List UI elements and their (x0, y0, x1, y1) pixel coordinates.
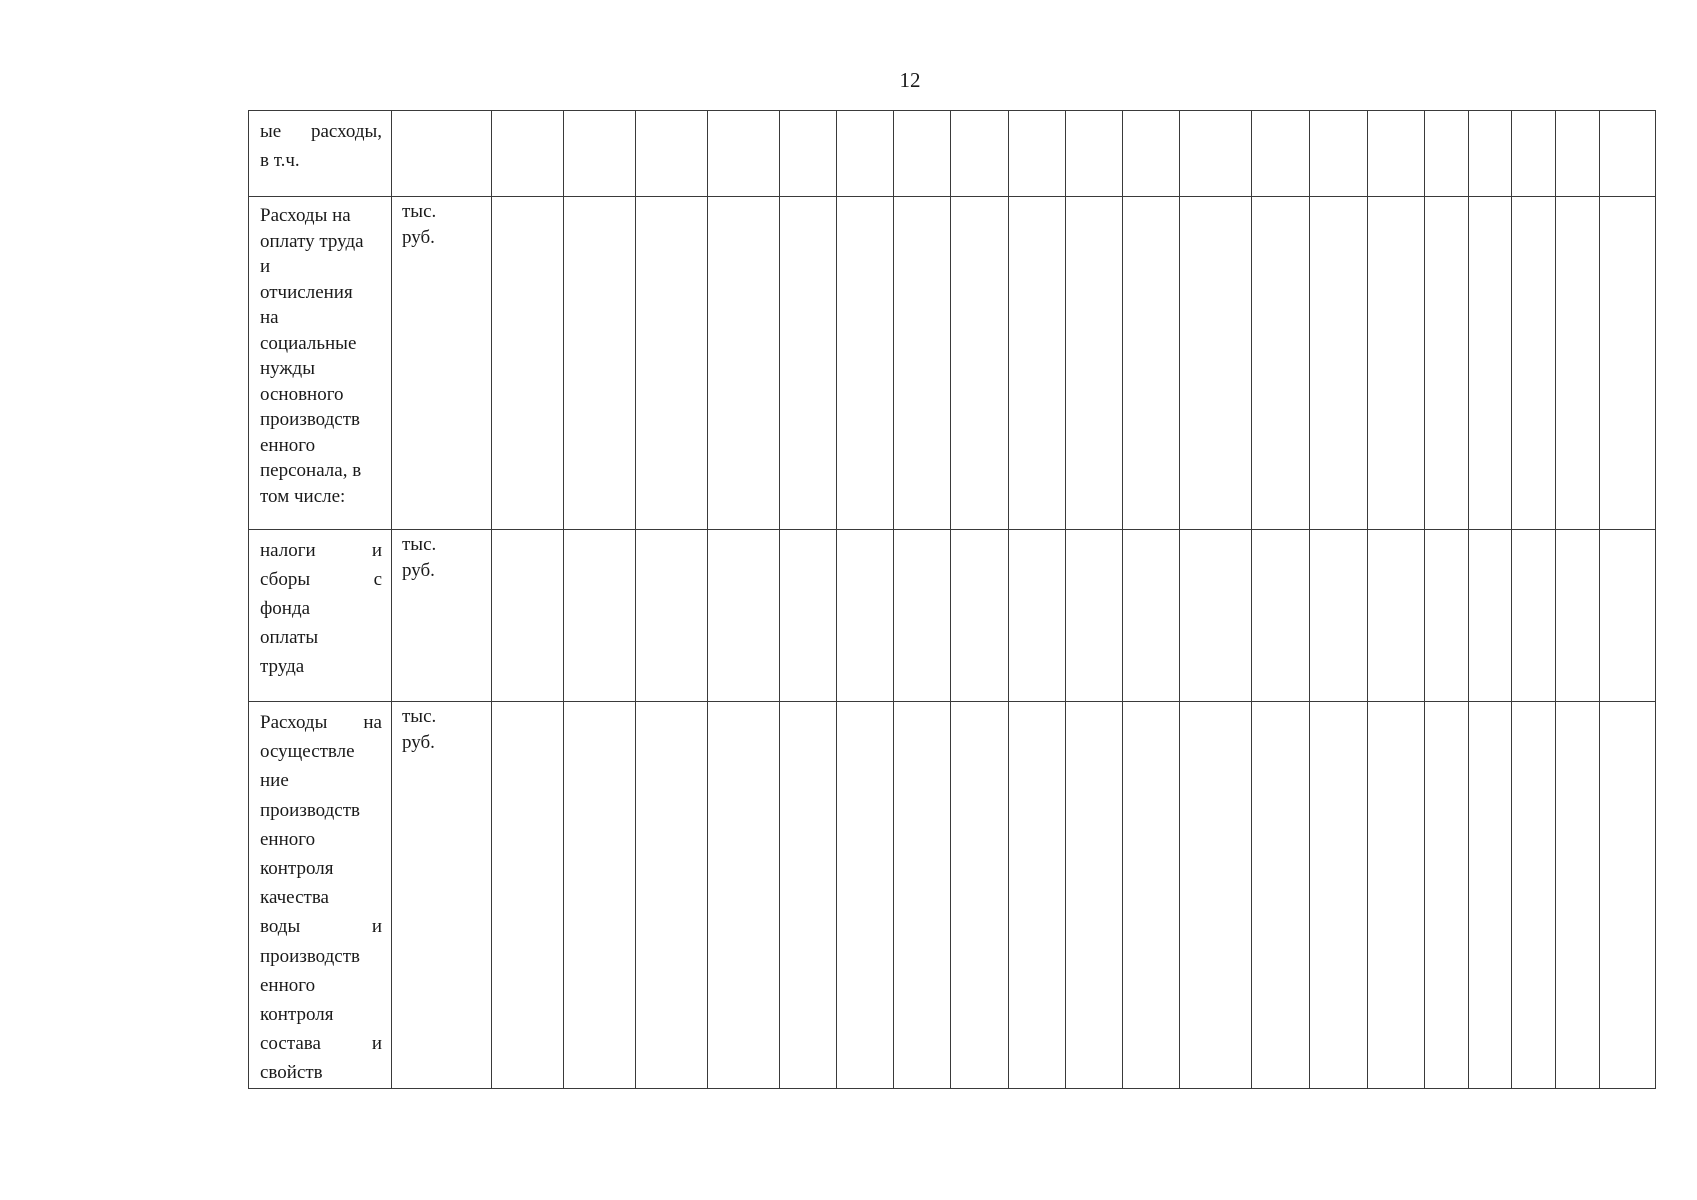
row-name-cell (249, 530, 392, 702)
empty-cell (564, 197, 636, 530)
row-name-line: оплату труда (260, 230, 364, 252)
row-name-line: енного (260, 974, 316, 996)
row-name-line: оплаты (260, 627, 319, 648)
empty-cell (1310, 111, 1368, 197)
empty-cell (780, 197, 837, 530)
row-name-line: нужды (260, 358, 315, 379)
table-row (249, 197, 1656, 530)
line-tail: и (371, 1033, 382, 1055)
empty-cell (636, 530, 708, 702)
row-name-line: свойств (260, 1062, 323, 1084)
row-name-line: отчисления (260, 281, 353, 303)
empty-cell (951, 197, 1009, 530)
empty-cell (1123, 702, 1180, 1089)
line-head: Расходы (260, 712, 328, 733)
empty-cell (1252, 530, 1310, 702)
unit-line: руб. (402, 559, 435, 581)
empty-cell (564, 702, 636, 1089)
row-name-line: контроля (260, 858, 334, 880)
empty-cell (837, 702, 894, 1089)
empty-cell (708, 111, 780, 197)
line-tail: и (371, 540, 382, 561)
row-name-line: социальные (260, 332, 357, 354)
empty-cell (1123, 111, 1180, 197)
row-name-line: качества (260, 887, 329, 909)
empty-cell (1310, 530, 1368, 702)
empty-cell (780, 530, 837, 702)
empty-cell (1556, 197, 1600, 530)
line-head: воды (260, 916, 301, 938)
empty-cell (1368, 197, 1425, 530)
row-unit-cell (392, 530, 492, 702)
empty-cell (708, 702, 780, 1089)
row-name-line: производств (260, 945, 361, 967)
empty-cell (1180, 530, 1252, 702)
row-name-cell (249, 197, 392, 530)
row-name-line: на (260, 307, 279, 328)
line-tail: и (371, 916, 382, 938)
empty-cell (1180, 702, 1252, 1089)
empty-cell (492, 197, 564, 530)
empty-cell (1252, 702, 1310, 1089)
empty-cell (1009, 702, 1066, 1089)
empty-cell (1310, 702, 1368, 1089)
empty-cell (1252, 197, 1310, 530)
empty-cell (1469, 702, 1512, 1089)
empty-cell (1469, 197, 1512, 530)
row-name-line: енного (260, 434, 316, 456)
table-row (249, 530, 1656, 702)
empty-cell (1556, 530, 1600, 702)
unit-line: руб. (402, 731, 435, 753)
empty-cell (837, 197, 894, 530)
empty-cell (1512, 111, 1556, 197)
table-row (249, 111, 1656, 197)
row-name-line: в т.ч. (260, 150, 300, 171)
row-name-line: осуществле (260, 741, 355, 763)
unit-line: тыс. (402, 201, 437, 222)
empty-cell (1009, 111, 1066, 197)
empty-cell (1180, 197, 1252, 530)
empty-cell (1600, 111, 1656, 197)
row-name-line: том числе: (260, 485, 346, 507)
empty-cell (636, 702, 708, 1089)
row-name-line (260, 536, 382, 565)
empty-cell (1009, 197, 1066, 530)
row-name-line: ние (260, 770, 289, 792)
empty-cell (1066, 702, 1123, 1089)
row-name-line (260, 1029, 382, 1058)
empty-cell (837, 111, 894, 197)
empty-cell (708, 530, 780, 702)
line-head: сборы (260, 569, 311, 590)
line-tail: на (363, 712, 382, 733)
empty-cell (492, 702, 564, 1089)
page-number: 12 (899, 68, 921, 92)
row-unit-cell (392, 197, 492, 530)
table-row (249, 702, 1656, 1089)
empty-cell (564, 530, 636, 702)
row-name-line: Расходы на (260, 205, 351, 226)
empty-cell (951, 702, 1009, 1089)
empty-cell (1556, 111, 1600, 197)
empty-cell (1123, 530, 1180, 702)
empty-cell (951, 530, 1009, 702)
empty-cell (1252, 111, 1310, 197)
empty-cell (1600, 530, 1656, 702)
row-name-line: основного (260, 383, 344, 405)
empty-cell (894, 197, 951, 530)
empty-cell (1512, 702, 1556, 1089)
row-unit-cell (392, 111, 492, 197)
row-name-line (260, 708, 382, 737)
empty-cell (1310, 197, 1368, 530)
empty-cell (1512, 530, 1556, 702)
row-name-line: фонда (260, 598, 311, 619)
empty-cell (492, 530, 564, 702)
empty-cell (1123, 197, 1180, 530)
empty-cell (1469, 530, 1512, 702)
empty-cell (1066, 530, 1123, 702)
empty-cell (1600, 702, 1656, 1089)
empty-cell (1066, 197, 1123, 530)
row-name-line: производств (260, 409, 361, 430)
row-name-line: производств (260, 799, 361, 821)
row-name-line: енного (260, 828, 316, 850)
line-head: ые (260, 121, 282, 142)
row-name-cell (249, 702, 392, 1089)
empty-cell (1368, 530, 1425, 702)
row-unit-cell (392, 702, 492, 1089)
unit-line: тыс. (402, 706, 437, 727)
empty-cell (894, 702, 951, 1089)
row-name-line (260, 565, 382, 594)
empty-cell (1368, 702, 1425, 1089)
empty-cell (1469, 111, 1512, 197)
empty-cell (1556, 702, 1600, 1089)
unit-line: тыс. (402, 534, 437, 555)
empty-cell (1425, 197, 1469, 530)
empty-cell (636, 197, 708, 530)
empty-cell (708, 197, 780, 530)
empty-cell (492, 111, 564, 197)
row-name-line: и (260, 256, 271, 277)
empty-cell (564, 111, 636, 197)
empty-cell (1425, 530, 1469, 702)
line-head: налоги (260, 540, 316, 561)
empty-cell (1425, 702, 1469, 1089)
empty-cell (894, 111, 951, 197)
empty-cell (894, 530, 951, 702)
row-name-line (260, 912, 382, 941)
empty-cell (780, 702, 837, 1089)
empty-cell (636, 111, 708, 197)
empty-cell (1066, 111, 1123, 197)
unit-line: руб. (402, 226, 435, 248)
row-name-line (260, 117, 382, 146)
empty-cell (1512, 197, 1556, 530)
empty-cell (1600, 197, 1656, 530)
row-name-line: персонала, в (260, 460, 362, 481)
empty-cell (951, 111, 1009, 197)
line-head: состава (260, 1033, 321, 1055)
row-name-line: труда (260, 656, 305, 677)
empty-cell (837, 530, 894, 702)
empty-cell (1368, 111, 1425, 197)
empty-cell (780, 111, 837, 197)
cost-table (248, 110, 1656, 1089)
empty-cell (1180, 111, 1252, 197)
row-name-line: контроля (260, 1004, 334, 1026)
empty-cell (1425, 111, 1469, 197)
line-tail: расходы, (310, 121, 382, 142)
empty-cell (1009, 530, 1066, 702)
line-tail: с (373, 569, 382, 590)
row-name-cell (249, 111, 392, 197)
